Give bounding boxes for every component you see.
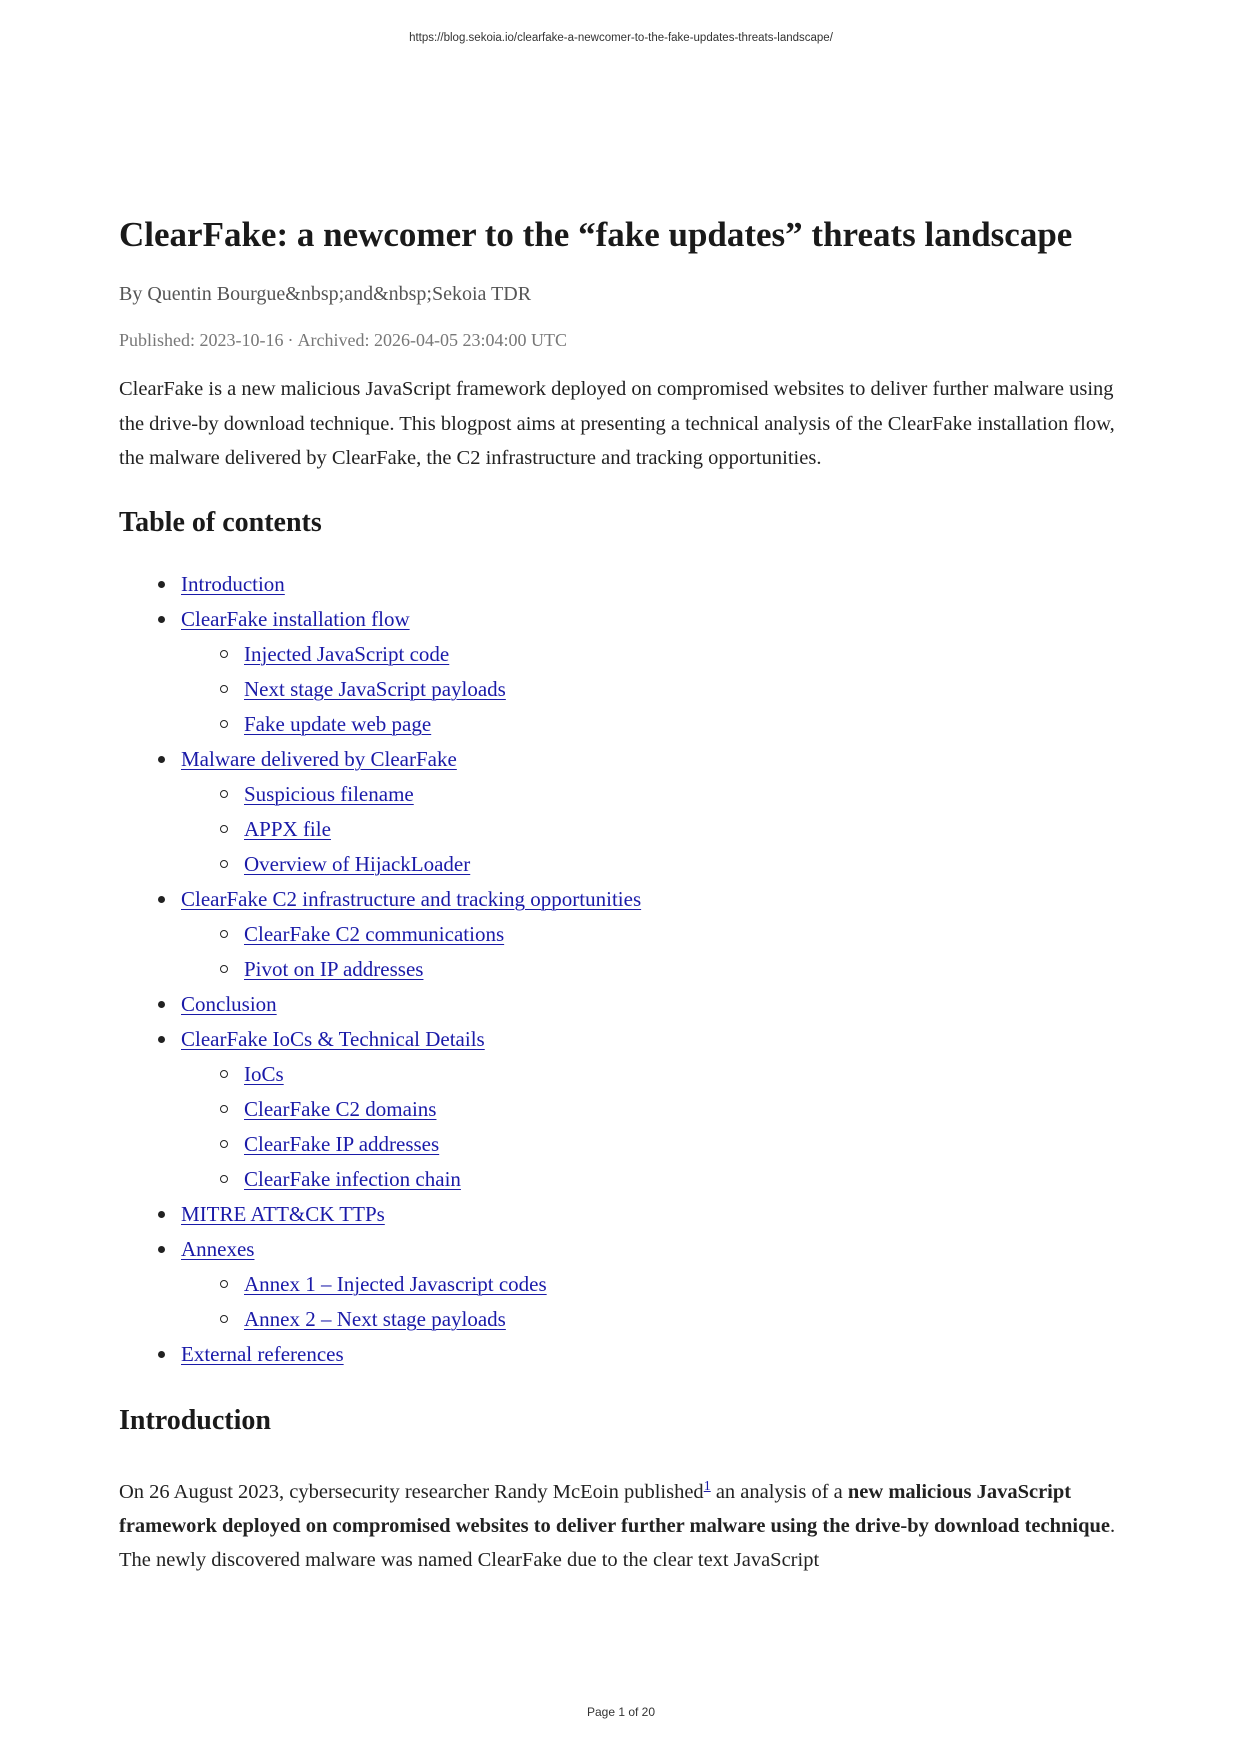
bullet-disc-icon: [158, 1351, 165, 1358]
toc-link[interactable]: Malware delivered by ClearFake: [181, 746, 457, 771]
toc-item: [119, 672, 1129, 707]
bullet-circle-icon: [220, 860, 228, 868]
bullet-circle-icon: [220, 1175, 228, 1183]
toc-link[interactable]: Injected JavaScript code: [244, 641, 450, 666]
toc-item: [119, 742, 1129, 777]
archived-date: Archived: 2026-04-05 23:04:00 UTC: [297, 330, 567, 350]
toc-item: [119, 987, 1129, 1022]
toc-link[interactable]: Pivot on IP addresses: [244, 956, 424, 981]
toc-link[interactable]: IoCs: [244, 1061, 284, 1086]
table-of-contents: [119, 567, 1129, 1372]
bullet-circle-icon: [220, 1070, 228, 1078]
page-number-footer: Page 1 of 20: [586, 1705, 656, 1719]
bullet-disc-icon: [158, 1001, 165, 1008]
bullet-disc-icon: [158, 1246, 165, 1253]
footnote-link[interactable]: 1: [703, 1478, 711, 1494]
bullet-disc-icon: [158, 1036, 165, 1043]
toc-item: [119, 1302, 1129, 1337]
article-lead: ClearFake is a new malicious JavaScript framework deployed on compromised websites to deliver further malware using the drive-by download technique. This blogpost aims at presenting a technical analysis of the ClearFake installation flow, the malware delivered by ClearFake, the C2 infrastructure and tracking opportunities.: [119, 378, 1115, 469]
introduction-heading: Introduction: [119, 1404, 271, 1436]
toc-link[interactable]: ClearFake infection chain: [244, 1166, 461, 1191]
toc-item: [119, 812, 1129, 847]
toc-link[interactable]: APPX file: [244, 816, 331, 841]
bullet-circle-icon: [220, 1280, 228, 1288]
toc-item: [119, 952, 1129, 987]
toc-link[interactable]: MITRE ATT&CK TTPs: [181, 1201, 385, 1226]
toc-link[interactable]: Annex 2 – Next stage payloads: [244, 1306, 506, 1331]
toc-link[interactable]: ClearFake C2 communications: [244, 921, 505, 946]
toc-link[interactable]: Annexes: [181, 1236, 255, 1261]
toc-item: [119, 602, 1129, 637]
bullet-circle-icon: [220, 790, 228, 798]
bullet-circle-icon: [220, 965, 228, 973]
date-separator: ·: [287, 330, 294, 350]
page-url-header: https://blog.sekoia.io/clearfake-a-newcomer-to-the-fake-updates-threats-landscape/: [409, 32, 833, 44]
toc-link[interactable]: ClearFake installation flow: [181, 606, 410, 631]
bullet-circle-icon: [220, 1140, 228, 1148]
bullet-circle-icon: [220, 1315, 228, 1323]
toc-item: [119, 917, 1129, 952]
toc-link[interactable]: Next stage JavaScript payloads: [244, 676, 506, 701]
toc-link[interactable]: ClearFake C2 infrastructure and tracking opportunities: [181, 886, 642, 911]
toc-item: [119, 1022, 1129, 1057]
intro-text-after: . The newly discovered malware was named ClearFake due to the clear text JavaScript: [119, 1514, 1116, 1572]
toc-link[interactable]: External references: [181, 1341, 344, 1366]
toc-heading: Table of contents: [119, 506, 322, 538]
bullet-circle-icon: [220, 720, 228, 728]
bullet-disc-icon: [158, 616, 165, 623]
toc-item: [119, 882, 1129, 917]
toc-link[interactable]: Conclusion: [181, 991, 277, 1016]
bullet-circle-icon: [220, 685, 228, 693]
toc-link[interactable]: ClearFake C2 domains: [244, 1096, 437, 1121]
toc-item: [119, 637, 1129, 672]
toc-item: [119, 777, 1129, 812]
toc-item: [119, 1197, 1129, 1232]
intro-text-before: On 26 August 2023, cybersecurity researcher Randy McEoin published: [119, 1480, 704, 1503]
introduction-paragraph: [119, 1468, 1129, 1578]
published-date: Published: 2023-10-16: [119, 330, 284, 350]
bullet-circle-icon: [220, 825, 228, 833]
toc-item: [119, 847, 1129, 882]
bullet-circle-icon: [220, 1105, 228, 1113]
toc-item: [119, 1127, 1129, 1162]
toc-item: [119, 1092, 1129, 1127]
toc-link[interactable]: ClearFake IP addresses: [244, 1131, 440, 1156]
bullet-disc-icon: [158, 896, 165, 903]
toc-item: [119, 1232, 1129, 1267]
bullet-circle-icon: [220, 650, 228, 658]
intro-text-middle: an analysis of a: [710, 1480, 848, 1503]
toc-item: [119, 1267, 1129, 1302]
toc-link[interactable]: Fake update web page: [244, 711, 432, 736]
toc-item: [119, 567, 1129, 602]
article-dates: [119, 328, 1129, 352]
toc-item: [119, 1337, 1129, 1372]
article-content: [119, 214, 1129, 1578]
bullet-disc-icon: [158, 1211, 165, 1218]
toc-item: [119, 1162, 1129, 1197]
article-title: ClearFake: a newcomer to the “fake updates” threats landscape: [119, 215, 1073, 254]
bullet-disc-icon: [158, 581, 165, 588]
toc-link[interactable]: Overview of HijackLoader: [244, 851, 471, 876]
footnote-ref: [704, 1475, 711, 1494]
bullet-disc-icon: [158, 756, 165, 763]
article-byline: By Quentin Bourgue&nbsp;and&nbsp;Sekoia TDR: [119, 283, 532, 305]
toc-item: [119, 707, 1129, 742]
toc-link[interactable]: ClearFake IoCs & Technical Details: [181, 1026, 485, 1051]
toc-item: [119, 1057, 1129, 1092]
toc-link[interactable]: Annex 1 – Injected Javascript codes: [244, 1271, 547, 1296]
bullet-circle-icon: [220, 930, 228, 938]
intro-bold-text: new malicious JavaScript framework deployed on compromised websites to deliver further malware using the drive-by download technique: [119, 1480, 1110, 1537]
toc-link[interactable]: Introduction: [181, 571, 285, 596]
toc-link[interactable]: Suspicious filename: [244, 781, 414, 806]
